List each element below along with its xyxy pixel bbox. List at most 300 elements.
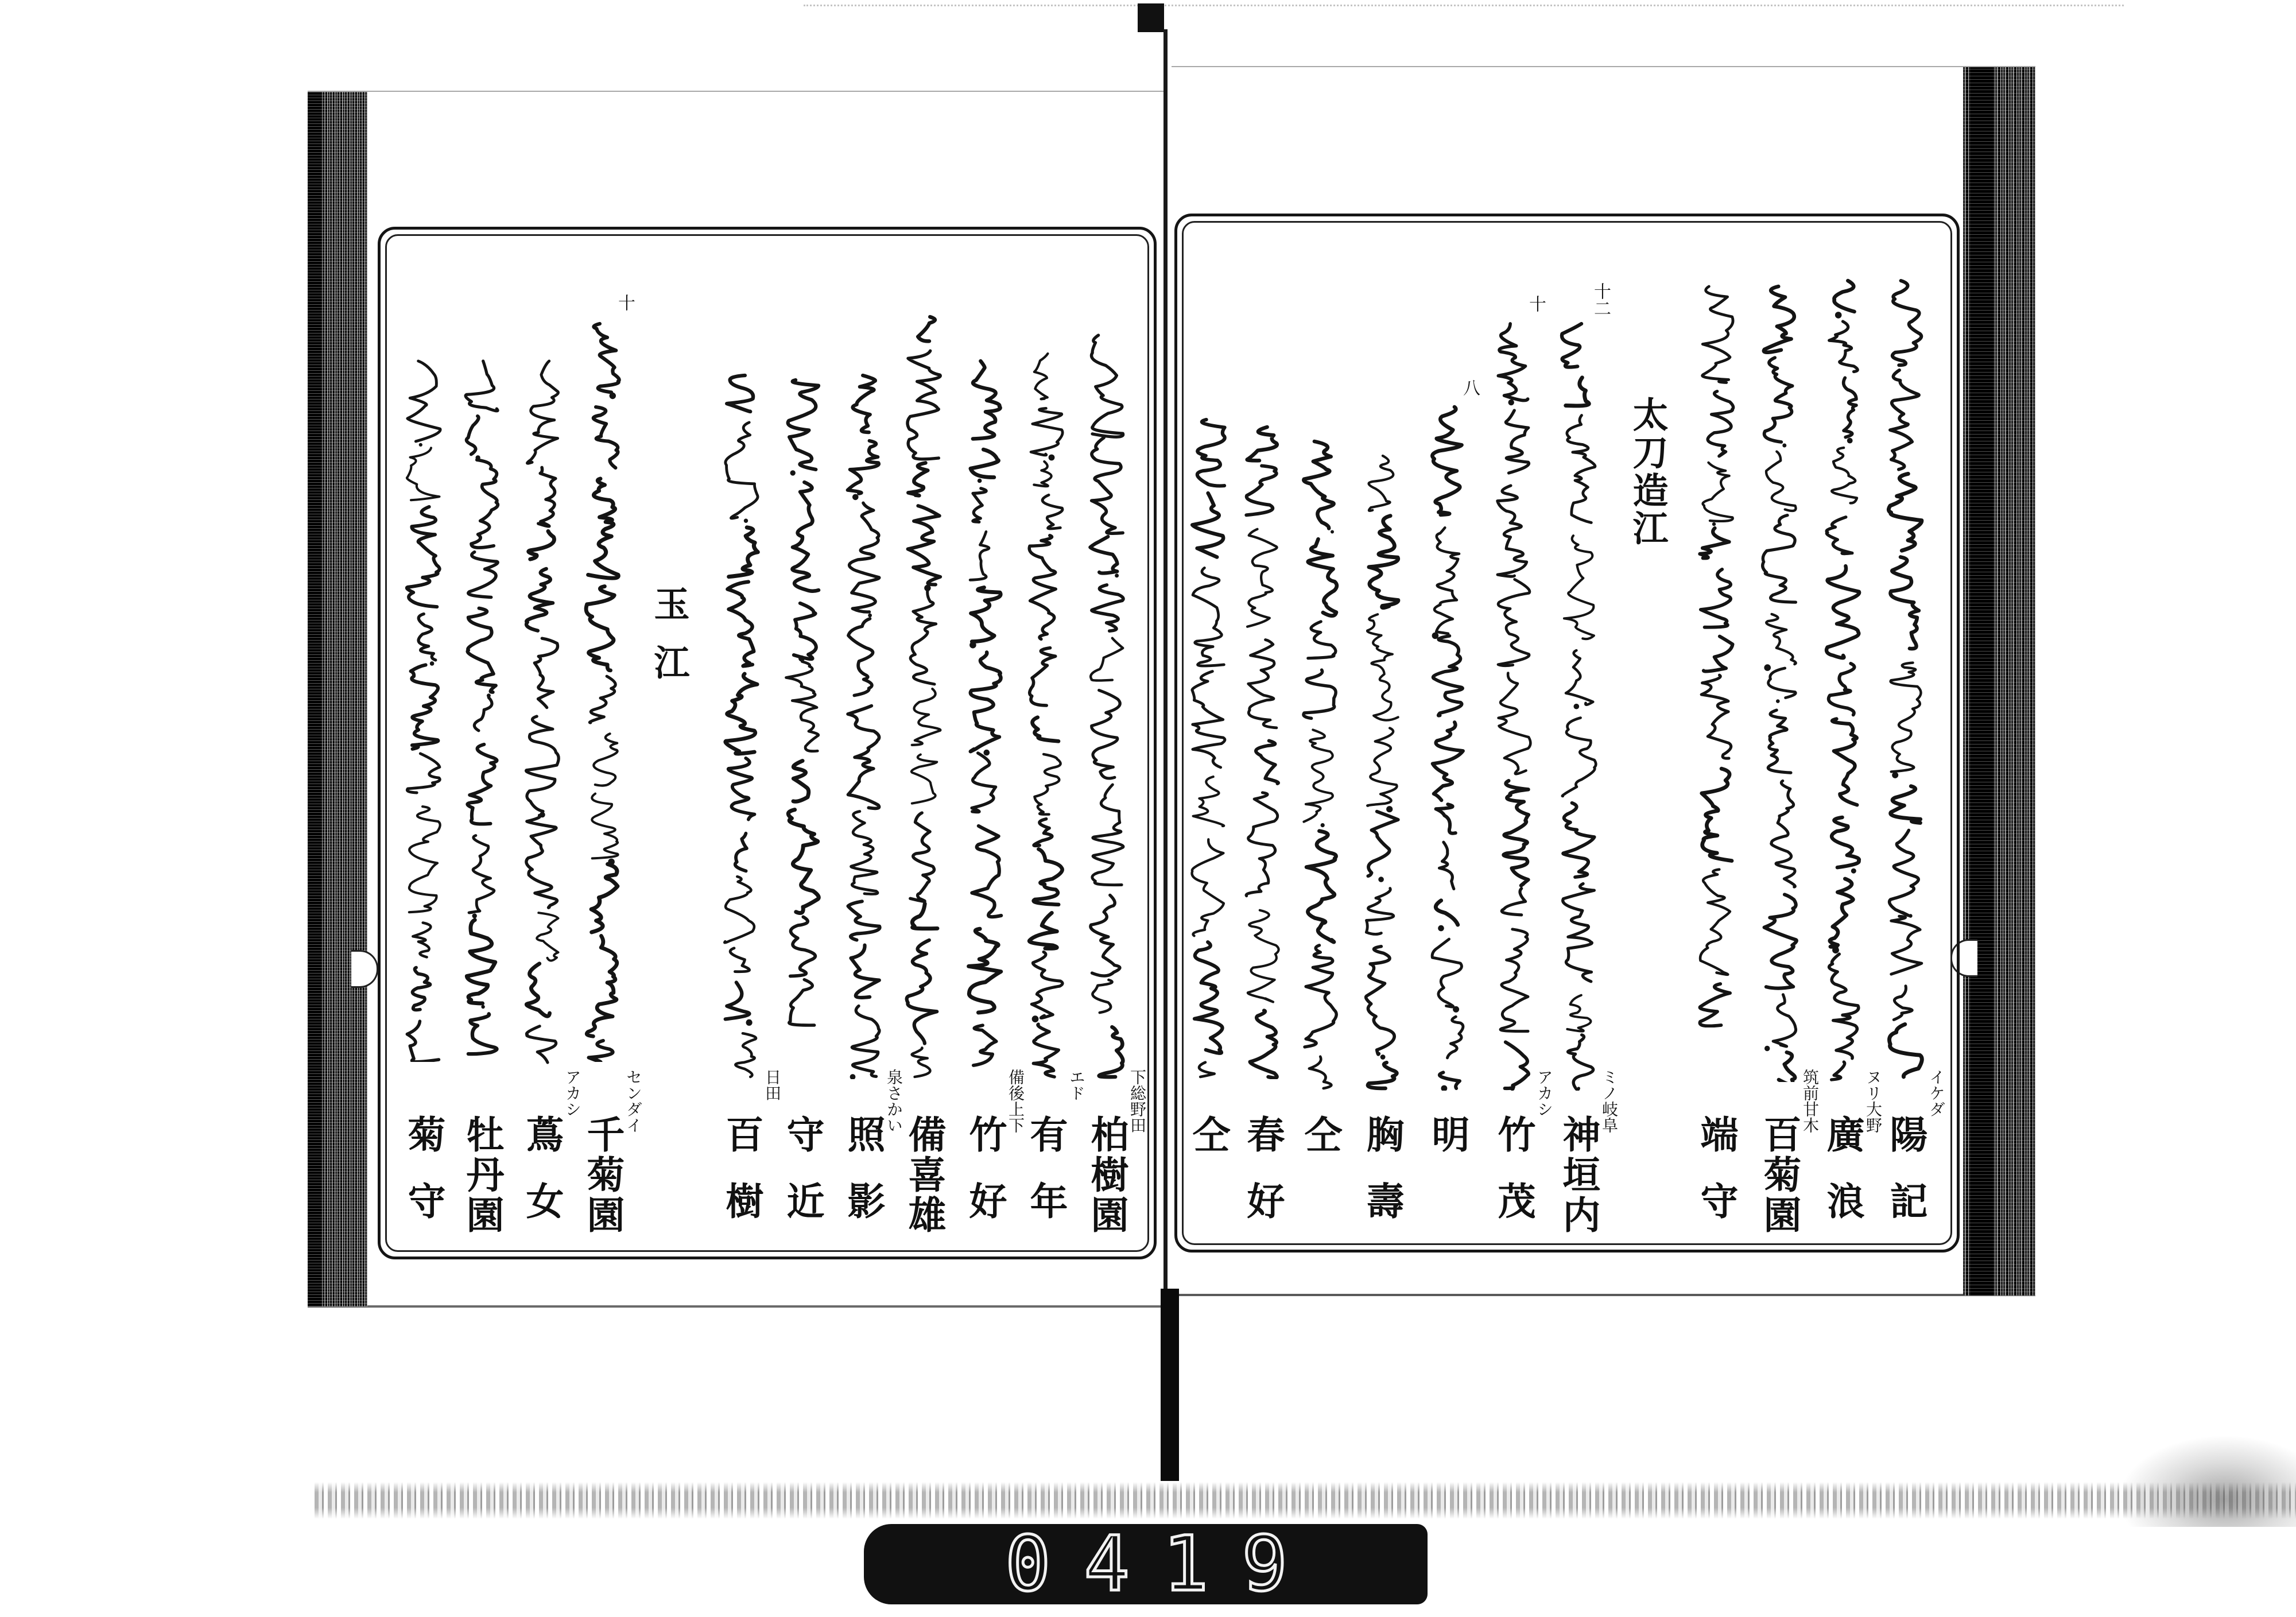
cursive-stroke [1566,378,1589,406]
cursive-dot [978,479,982,483]
cursive-stroke [407,448,440,500]
cursive-stroke [971,652,1001,751]
cursive-stroke [1092,585,1123,631]
cursive-stroke [537,913,558,960]
cursive-strokes [1696,284,1737,1027]
cursive-stroke [467,744,497,824]
cursive-poem-text [721,373,762,1079]
cursive-stroke [1197,420,1225,486]
cursive-strokes [1300,439,1341,1091]
cursive-stroke [529,531,554,559]
cursive-stroke [1832,719,1857,805]
cursive-poem-text [782,378,823,1027]
cursive-stroke [467,416,479,455]
cursive-stroke [1708,391,1733,456]
cursive-dot [1441,1085,1448,1091]
cursive-dot [1892,772,1898,778]
cursive-dot [744,519,748,523]
cursive-stroke [1436,804,1456,833]
cursive-stroke [1033,718,1058,742]
cursive-strokes [1025,351,1066,1079]
cursive-dot [1331,530,1334,534]
cursive-stroke [727,582,754,666]
cursive-poem-text [1885,278,1926,1079]
cursive-dot [1378,877,1384,882]
cursive-stroke [1033,1024,1058,1077]
cursive-stroke [1890,830,1919,915]
cursive-stroke [526,964,549,1016]
place-note: 日田 [763,1069,782,1101]
cursive-stroke [1829,664,1855,715]
cursive-poem-text [1086,333,1127,1079]
cursive-stroke [1766,452,1796,511]
cursive-stroke [1498,579,1530,665]
cursive-stroke [1504,781,1529,885]
cursive-stroke [1366,889,1394,934]
cursive-stroke [848,706,879,809]
cursive-poem-text [1300,439,1341,1091]
cursive-stroke [1369,516,1398,608]
cursive-stroke [1192,493,1223,557]
cursive-stroke [1506,410,1529,473]
cursive-stroke [1844,378,1856,437]
cursive-stroke [1568,1035,1593,1090]
cursive-stroke [1564,536,1594,639]
cursive-stroke [1888,474,1922,550]
cursive-stroke [1773,995,1795,1046]
place-note: 備後上下 [1006,1069,1025,1133]
cursive-stroke [1764,894,1797,988]
cursive-stroke [413,968,430,1010]
cursive-stroke [591,864,618,932]
cursive-strokes [782,378,823,1027]
cursive-stroke [1830,879,1853,947]
cursive-stroke [788,810,819,913]
cursive-dot [430,661,435,666]
cursive-stroke [1768,668,1796,698]
cursive-stroke [413,923,430,957]
cursive-stroke [910,590,936,684]
cursive-stroke [1826,517,1852,554]
cursive-dot [1851,868,1856,874]
cursive-stroke [727,375,753,412]
cursive-stroke [726,983,750,1019]
cursive-stroke [907,940,937,1044]
cursive-dot [984,750,990,756]
cursive-stroke [1368,1063,1397,1088]
cursive-stroke [793,761,809,801]
place-note: 筑前甘木 [1801,1069,1820,1133]
cursive-stroke [969,929,1001,1013]
cursive-dot [1832,947,1839,953]
cursive-stroke [848,901,879,940]
cursive-poem-text [1759,284,1800,1082]
cursive-stroke [1091,895,1120,976]
cursive-strokes [843,373,884,1079]
cursive-stroke [1704,637,1733,672]
cursive-stroke [1891,786,1921,823]
poet-name: 柏樹園 [1084,1115,1129,1235]
cursive-stroke [912,903,937,928]
poet-name: 百菊園 [1757,1115,1802,1235]
cursive-poem-text [461,359,503,1056]
cursive-dot [1386,806,1393,812]
cursive-stroke [1779,1052,1795,1082]
cursive-stroke [1890,370,1919,470]
cursive-stroke [1563,884,1595,982]
poet-name: 千菊園 [580,1115,625,1235]
cursive-poem-text [521,359,563,1065]
cursive-poem-text [582,321,623,1062]
cursive-stroke [1034,754,1060,815]
cursive-stroke [1031,408,1062,455]
poem-number-marker: 十 [1526,295,1546,312]
scan-number: 0419 [1005,1520,1321,1608]
cursive-dot [1847,438,1853,444]
place-note: アカシ [1535,1069,1554,1117]
cursive-stroke [912,1048,930,1077]
cursive-dot [610,393,616,399]
cursive-stroke [1433,722,1463,800]
cursive-strokes [521,359,563,1065]
cursive-stroke [468,1014,497,1054]
cursive-poem-text [1558,321,1599,1091]
cursive-dot [1782,444,1786,448]
cursive-stroke [526,569,553,631]
cursive-stroke [1194,942,1223,1053]
cursive-stroke [1448,1017,1463,1058]
cursive-stroke [1199,1063,1215,1077]
cursive-stroke [972,826,1001,917]
cursive-stroke [1091,638,1123,681]
cursive-strokes [1885,278,1926,1079]
cursive-dot [419,443,422,447]
cursive-stroke [1099,1027,1123,1077]
cursive-dot [1115,573,1119,577]
cursive-stroke [592,794,618,859]
cursive-stroke [1306,831,1336,942]
cursive-dot [1835,312,1842,319]
cursive-stroke [526,816,557,908]
cursive-dot [1764,1046,1770,1051]
poet-name: 菊守 [401,1115,446,1248]
cursive-stroke [973,361,1000,439]
cursive-stroke [973,488,986,522]
place-note: ヌリ大野 [1864,1069,1883,1133]
cursive-stroke [1567,416,1595,523]
cursive-stroke [1192,672,1225,767]
cursive-stroke [1092,785,1123,885]
cursive-stroke [1766,614,1795,664]
cursive-stroke [1763,515,1796,603]
cursive-strokes [1086,333,1127,1079]
cursive-stroke [467,920,495,1003]
cursive-dot [1380,1054,1386,1060]
poet-name: 春好 [1240,1115,1285,1248]
cursive-stroke [1034,354,1048,399]
cursive-stroke [1250,1010,1277,1077]
poet-name: 竹茂 [1491,1115,1536,1248]
cursive-poem-text [903,315,945,1079]
cursive-dot [1438,925,1444,932]
poet-name: 守近 [780,1115,825,1248]
cursive-stroke [1248,910,1279,1002]
cursive-stroke [971,449,999,477]
cursive-stroke [1890,1024,1922,1077]
cursive-strokes [1558,321,1599,1091]
cursive-strokes [461,359,503,1056]
cursive-stroke [526,1026,556,1063]
cursive-stroke [526,716,559,811]
cursive-stroke [1092,980,1112,1013]
place-note: アカシ [563,1069,582,1117]
cursive-stroke [1700,984,1730,1026]
cursive-stroke [908,506,941,584]
cursive-strokes [1242,425,1283,1079]
poet-name: 胸壽 [1360,1115,1405,1248]
cursive-dot [1776,699,1780,703]
cursive-dot [969,642,976,649]
cursive-strokes [582,321,623,1062]
cursive-stroke [792,482,819,591]
poet-name: 牡丹園 [460,1115,505,1235]
cursive-dot [850,1074,856,1079]
cursive-dot [481,1005,484,1009]
cursive-stroke [974,1025,996,1065]
cursive-stroke [1248,640,1277,728]
place-note: エド [1067,1069,1086,1101]
cursive-stroke [1502,889,1525,915]
cursive-stroke [1562,324,1581,367]
cursive-poem-text [1242,425,1283,1079]
cursive-poem-text [1493,321,1534,1091]
cursive-stroke [469,836,494,913]
cursive-stroke [1826,566,1859,658]
cursive-stroke [418,614,436,660]
cursive-stroke [1308,539,1337,616]
poem-number-marker: 十 [615,294,635,311]
cursive-stroke [1563,803,1594,877]
cursive-stroke [407,1021,439,1062]
cursive-stroke [1193,777,1224,826]
cursive-stroke [1304,670,1336,718]
scan-smudge [2118,1435,2296,1527]
cursive-stroke [586,587,614,670]
scan-smear [315,1482,2296,1519]
cursive-stroke [1499,673,1531,774]
cursive-dot [1049,455,1055,461]
poet-name: 陽記 [1883,1115,1928,1248]
cursive-dot [1764,664,1771,671]
cursive-stroke [468,552,498,598]
poet-name: 神垣内 [1556,1115,1601,1235]
cursive-stroke [1092,335,1123,437]
cursive-stroke [1702,769,1732,861]
cursive-stroke [1764,286,1794,352]
poet-name: 備喜雄 [902,1115,947,1235]
cursive-stroke [1029,536,1056,639]
cursive-stroke [726,422,758,518]
cursive-stroke [1034,819,1052,846]
cursive-stroke [910,813,934,901]
cursive-dot [1574,704,1580,709]
cursive-stroke [1567,995,1591,1032]
cursive-stroke [1701,675,1731,758]
cursive-stroke [1700,528,1729,558]
poet-name: 有年 [1023,1115,1068,1248]
cursive-stroke [1092,438,1123,534]
cursive-stroke [1700,870,1730,975]
cursive-stroke [1701,569,1731,627]
place-note: ミノ岐阜 [1600,1069,1619,1133]
cursive-stroke [1030,648,1056,705]
cursive-stroke [729,528,758,577]
cursive-stroke [1890,557,1918,649]
cursive-dot [1909,914,1913,918]
cursive-stroke [407,507,440,607]
cursive-strokes [403,359,444,1062]
cursive-stroke [587,936,617,1036]
cursive-stroke [594,407,618,468]
cursive-stroke [1768,710,1791,773]
cursive-stroke [527,361,558,463]
cursive-dot [1712,522,1716,526]
cursive-stroke [1308,622,1336,658]
cursive-stroke [912,755,937,804]
cursive-dot [472,913,477,918]
cursive-stroke [918,317,935,341]
cursive-stroke [1034,462,1051,486]
section-title: 太刀造江 [1627,396,1669,548]
book-spine [1163,29,1168,1292]
cursive-stroke [588,479,619,578]
cursive-stroke [1440,842,1454,889]
poet-name: 百樹 [719,1115,764,1248]
cursive-stroke [1092,691,1120,778]
cursive-stroke [794,603,816,659]
cursive-poem-text [1696,284,1737,1027]
cursive-poem-text [843,373,884,1079]
cursive-stroke [1771,781,1795,887]
cursive-stroke [474,697,492,731]
cursive-stroke [1367,614,1398,720]
cursive-stroke [1256,741,1278,784]
poem-number-marker: 八 [1460,379,1480,396]
cursive-stroke [850,503,879,612]
cursive-stroke [1034,849,1062,905]
cursive-stroke [1432,407,1461,515]
cursive-stroke [848,441,879,494]
cursive-stroke [1432,939,1461,1007]
cursive-stroke [735,1033,756,1077]
cursive-stroke [1304,441,1333,529]
cursive-stroke [726,674,757,754]
page-edge-stack-left [308,92,367,1306]
cursive-stroke [1566,650,1593,705]
cursive-stroke [1702,286,1733,383]
cursive-stroke [728,758,755,820]
cursive-strokes [1427,405,1468,1091]
cursive-poem-text [1427,405,1468,1091]
cursive-strokes [1362,453,1403,1091]
cursive-dot [1510,1086,1515,1091]
cursive-stroke [1498,486,1527,576]
cursive-stroke [853,375,875,432]
cursive-stroke [1433,636,1463,716]
cursive-stroke [1829,321,1858,372]
cursive-stroke [735,833,747,871]
poet-name: 仝 [1186,1115,1231,1153]
binding-mark [1138,3,1164,32]
cursive-stroke [1304,730,1332,821]
cursive-dot [868,614,872,618]
cursive-stroke [1434,528,1459,633]
cursive-stroke [1500,929,1528,1032]
cursive-stroke [848,619,873,696]
cursive-dot [1453,1006,1459,1013]
cursive-poem-text [1362,453,1403,1091]
cursive-strokes [964,359,1006,1068]
cursive-stroke [1764,358,1793,442]
cursive-stroke [1247,427,1277,460]
cursive-stroke [1498,324,1527,401]
scan-number-label [864,1520,1428,1608]
cursive-stroke [408,361,440,441]
cursive-stroke [1309,1057,1332,1088]
cursive-stroke [1031,952,1062,1018]
cursive-stroke [1829,954,1859,1058]
cursive-stroke [1436,901,1457,925]
cursive-stroke [1192,839,1224,936]
scan-edge-dots [804,5,2124,6]
cursive-dot [1032,1015,1039,1022]
cursive-stroke [1090,537,1117,573]
page-edge-stack-right [1963,67,2035,1296]
cursive-stroke [471,460,498,548]
cursive-stroke [1369,456,1394,511]
cursive-stroke [1247,529,1277,627]
poet-name: 仝 [1298,1115,1343,1153]
cursive-stroke [1366,947,1395,1054]
cursive-stroke [851,812,878,894]
section-title: 玉江 [648,585,690,703]
cursive-stroke [1891,916,1922,974]
cursive-stroke [790,917,816,976]
cursive-stroke [407,754,440,793]
cursive-strokes [1759,284,1800,1082]
cursive-stroke [1246,793,1278,896]
cursive-stroke [1832,817,1859,867]
cursive-poem-text [1822,278,1863,1082]
cursive-stroke [1894,986,1912,1020]
cursive-stroke [912,689,941,745]
cursive-stroke [1029,913,1057,948]
cursive-poem-text [964,359,1006,1068]
poem-number-marker: 十二 [1591,282,1611,317]
cursive-stroke [1562,718,1596,797]
cursive-stroke [534,638,557,708]
poet-name: 竹好 [963,1115,1007,1248]
cursive-stroke [1367,728,1397,805]
cursive-dot [1508,400,1514,405]
cursive-stroke [1892,281,1921,365]
poet-name: 蔦女 [519,1115,564,1248]
cursive-stroke [1193,568,1224,666]
cursive-stroke [589,676,615,723]
cursive-stroke [788,380,819,470]
cursive-strokes [903,315,945,1079]
cursive-stroke [724,877,754,943]
